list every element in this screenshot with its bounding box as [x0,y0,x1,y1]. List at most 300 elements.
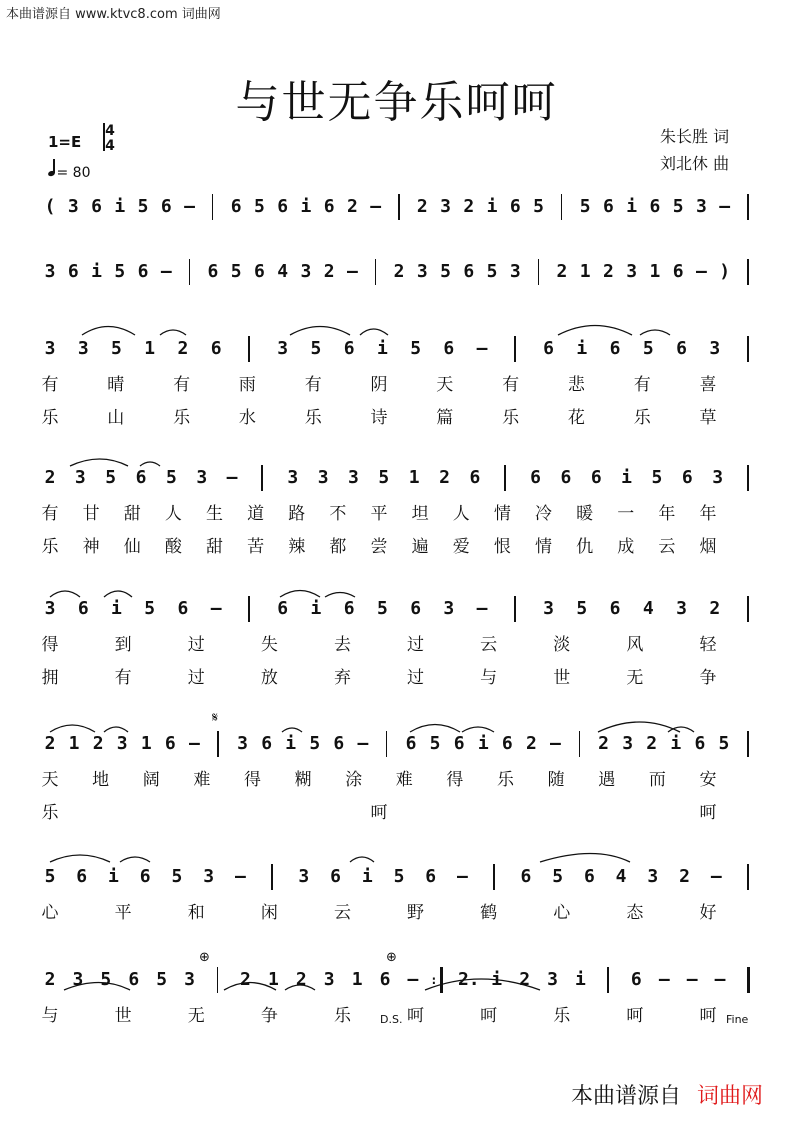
barline [248,596,250,622]
lyric-char: 而 [648,770,666,790]
note: 6 [137,261,149,282]
lyric-char: 生 [206,504,223,524]
note: 4 [277,261,289,282]
credits [660,123,729,177]
note: 6 [501,733,513,754]
note: 3 [300,261,312,282]
note: 3 [44,598,56,619]
lyric-char: 有 [633,375,651,395]
barline [514,336,516,362]
note: 5 [533,196,545,217]
lyric-char: 争 [260,1006,278,1026]
note: 6 [583,866,595,887]
lyric-char: 尝 [370,537,388,557]
fine-mark: Fine [726,1013,749,1026]
lyric-char: 辣 [288,537,306,557]
lyric-char: 过 [407,635,425,655]
note: 6 [261,733,273,754]
lyric-char: 水 [238,408,256,428]
note: 3 [348,467,359,488]
lyric-char: 年 [699,504,717,524]
lyric-char: 坦 [411,504,429,524]
note: 2 [347,196,358,217]
note: 6 [560,467,572,488]
lyric-char: 乐 [304,408,322,428]
lyric-line [0,532,793,556]
note: 3 [647,866,659,887]
lyric-char: 呵 [699,803,717,823]
note: 3 [416,261,428,282]
note: 3 [196,467,208,488]
note: 3 [237,733,248,754]
lyric-char: 甜 [123,504,141,524]
lyric-char: 得 [446,770,464,790]
note: 6 [343,338,355,359]
note: ( [44,196,56,217]
note: 2 [679,866,690,887]
lyric-char: 有 [41,375,59,395]
note: 3 [72,969,84,990]
barline [747,864,749,890]
lyric-char: 随 [547,770,565,790]
note: 6 [672,261,684,282]
note: 6 [253,261,265,282]
note: 5 [393,866,405,887]
lyric-char: 呵 [626,1006,644,1026]
lyric-char: 乐 [633,408,651,428]
note: 5 [137,196,149,217]
note: – [370,196,382,217]
lyric-char: 安 [699,770,717,790]
note: 3 [44,338,56,359]
note: 2 [519,969,531,990]
note: 5 [310,338,322,359]
note: 6 [463,261,475,282]
note: 3 [440,196,451,217]
lyric-char: 得 [41,635,59,655]
lyric-char: 难 [193,770,211,790]
note: i [114,196,126,217]
composer: 刘北休 曲 [660,154,730,173]
barline [747,259,749,285]
note: – [696,261,707,282]
note: 1 [68,733,80,754]
lyric-char: 和 [187,903,205,923]
lyric-char: 轻 [699,635,717,655]
lyric-char: 地 [92,770,110,790]
footer-site: 词曲网 [696,1084,763,1109]
note: 5 [672,196,684,217]
lyric-char: 阔 [142,770,160,790]
note: 6 [443,338,455,359]
lyric-char: 难 [395,770,413,790]
tempo-mark [48,163,91,181]
note: – [457,866,468,887]
note: 3 [74,467,86,488]
lyric-char: 涂 [345,770,363,790]
note: 6 [210,338,222,359]
lyric-line [0,663,793,687]
note: 5 [144,598,156,619]
lyric-char: 无 [626,668,644,688]
lyric-char: 云 [658,537,676,557]
note: i [575,969,586,990]
time-bottom: 4 [105,138,115,154]
note: 6 [139,866,151,887]
lyric-char: 去 [333,635,351,655]
note: i [111,598,122,619]
note: 3 [184,969,196,990]
note: 2 [393,261,405,282]
note: 6 [76,866,88,887]
note: 5 [378,467,390,488]
note: 6 [330,866,341,887]
note: 3 [317,467,329,488]
note: 3 [709,338,721,359]
note: 2 [598,733,609,754]
note: 3 [622,733,634,754]
barline [747,465,749,491]
barline [375,259,377,285]
note: 1 [144,338,156,359]
note: – [407,969,419,990]
note: – [210,598,222,619]
note: 6 [509,196,521,217]
score-line [0,196,793,236]
note: 4 [615,866,627,887]
lyric-char: 世 [553,668,571,688]
note: 5 [100,969,112,990]
note: 5 [376,598,388,619]
note: i [477,733,489,754]
barline [747,596,749,622]
note: 6 [230,196,242,217]
tempo-value: = 80 [56,165,91,181]
note: 5 [576,598,588,619]
lyric-char: 云 [480,635,498,655]
lyric-char: 世 [114,1006,132,1026]
lyric-char: 到 [114,635,132,655]
lyric-char: 恨 [493,537,511,557]
lyric-char: 平 [370,504,388,524]
note: 6 [128,969,140,990]
lyric-char: 人 [164,504,182,524]
lyric-char: 风 [626,635,644,655]
note: 6 [590,467,602,488]
note: i [626,196,638,217]
note: 5 [410,338,422,359]
note: ) [719,261,731,282]
note: 6 [425,866,437,887]
source-line: 本曲谱源自 www.ktvc8.com 词曲网 [6,7,221,22]
lyric-char: 篇 [436,408,454,428]
lyric-char: 心 [41,903,59,923]
note: – [188,733,200,754]
note: – [550,733,561,754]
note: 5 [579,196,591,217]
lyric-char: 有 [41,504,59,524]
note: 5 [111,338,122,359]
barline [212,194,214,220]
lyric-char: 好 [699,903,717,923]
lyric-char: 拥 [41,668,59,688]
note: 6 [207,261,219,282]
lyric-char: 仇 [576,537,594,557]
note: 5 [486,261,498,282]
lyric-char: 有 [304,375,322,395]
lyric-char: 鹤 [480,903,498,923]
note: 5 [105,467,117,488]
barline [217,967,219,993]
lyric-char: 有 [502,375,520,395]
note: i [310,598,322,619]
note: 5 [309,733,321,754]
note: – [710,866,722,887]
lyric-line [0,403,793,427]
note: 2 [646,733,658,754]
time-top: 4 [105,123,115,139]
note: 3 [323,969,335,990]
lyric-char: 暖 [576,504,594,524]
barline [189,259,191,285]
note: 6 [469,467,481,488]
note: i [486,196,498,217]
lyric-char: 遍 [411,537,429,557]
note: 2 [295,969,307,990]
lyric-line [0,898,793,922]
note: 6 [164,733,176,754]
note: 6 [77,598,89,619]
note: 6 [91,196,102,217]
lyric-line [0,370,793,394]
note: 6 [343,598,355,619]
note: 5 [651,467,663,488]
note: 3 [509,261,521,282]
note: 5 [44,866,56,887]
lyric-char: 过 [187,635,205,655]
barline [514,596,516,622]
lyric-char: 有 [114,668,132,688]
note: – [184,196,196,217]
note: i [576,338,588,359]
note: 5 [440,261,451,282]
ds-mark: D.S. [380,1013,403,1026]
lyric-char: 呵 [407,1006,425,1026]
lyric-char: 弃 [333,668,351,688]
barline [538,259,540,285]
lyric-char: 平 [114,903,132,923]
barline [579,731,581,757]
lyric-char: 呵 [699,1006,717,1026]
note: 2 [323,261,335,282]
lyric-line [0,630,793,654]
lyric-char: 呵 [480,1006,498,1026]
note: 6 [410,598,422,619]
note: i [361,866,373,887]
note: 6 [676,338,687,359]
lyric-char: 乐 [173,408,191,428]
note: 6 [602,196,614,217]
barline [747,336,749,362]
lyric-char: 乐 [41,803,59,823]
note: 6 [405,733,417,754]
lyric-char: 山 [107,408,125,428]
note: 2 [556,261,568,282]
lyric-char: 有 [173,375,191,395]
note: 2 [44,969,56,990]
note: 6 [323,196,335,217]
barline [747,194,749,220]
note: 3 [443,598,455,619]
lyric-char: 云 [333,903,351,923]
coda-icon: ⊕ [386,950,397,965]
note: 4 [642,598,654,619]
note: 6 [681,467,693,488]
lyric-char: 遇 [598,770,616,790]
lyric-char: 阴 [370,375,388,395]
footer-brand [571,1079,763,1110]
page-title: 与世无争乐呵呵 [235,77,558,128]
note: 2 [602,261,614,282]
note: 3 [203,866,215,887]
barline [440,967,443,993]
lyric-line [0,798,793,822]
note: 1 [267,969,279,990]
note: 2 [92,733,104,754]
note: 3 [547,969,558,990]
lyricist: 朱长胜 词 [660,127,730,146]
lyric-char: 放 [260,668,278,688]
barline [271,864,273,890]
note: 6 [333,733,345,754]
note: – [347,261,358,282]
note: 6 [694,733,706,754]
lyric-char: 一 [617,504,635,524]
note: 5 [552,866,564,887]
note: 2 [439,467,450,488]
barline [504,465,506,491]
lyric-char: 心 [553,903,571,923]
segno-icon: 𝄋 [212,710,219,726]
lyric-char: 草 [699,408,717,428]
note: 6 [177,598,189,619]
lyric-char: 与 [41,1006,59,1026]
lyric-line [0,499,793,523]
note: 3 [116,733,128,754]
note: – [658,969,670,990]
note: 2 [525,733,537,754]
repeat-dots: : [430,973,438,987]
lyric-char: 乐 [333,1006,351,1026]
note: 6 [277,598,289,619]
note: 5 [114,261,126,282]
lyric-char: 不 [329,504,347,524]
note: 3 [44,261,56,282]
footer-brand-text: 本曲谱源自 [570,1084,681,1109]
lyric-char: 爱 [452,537,470,557]
note: i [300,196,312,217]
lyric-char: 争 [699,668,717,688]
lyric-char: 神 [82,537,100,557]
note: 2 [463,196,475,217]
barline [493,864,495,890]
lyric-char: 雨 [238,375,256,395]
note: 2 [709,598,721,619]
lyric-char: 得 [243,770,261,790]
lyric-char: 情 [493,504,511,524]
lyric-char: 天 [41,770,59,790]
note: i [491,969,503,990]
note: 5 [718,733,730,754]
lyric-char: 野 [407,903,425,923]
note: 6 [135,467,147,488]
lyric-char: 成 [617,537,635,557]
note: i [376,338,388,359]
note: 3 [298,866,310,887]
key-signature: 1=E [48,133,82,151]
lyric-char: 乐 [502,408,520,428]
note: 2 [44,733,56,754]
lyric-char: 道 [247,504,265,524]
lyric-char: 闲 [260,903,278,923]
lyric-char: 无 [187,1006,205,1026]
lyric-char: 乐 [497,770,515,790]
note: 6 [630,969,642,990]
lyric-char: 苦 [247,537,265,557]
note: 3 [77,338,89,359]
note: 5 [253,196,265,217]
note: i [285,733,297,754]
lyric-char: 态 [626,903,644,923]
note: 6 [609,338,621,359]
note: 5 [230,261,242,282]
lyric-char: 过 [407,668,425,688]
lyric-char: 乐 [41,408,59,428]
lyric-char: 人 [452,504,470,524]
note: 3 [712,467,724,488]
note: – [226,467,238,488]
note: – [160,261,172,282]
note: 1 [351,969,363,990]
note: 2 [416,196,428,217]
note: 5 [156,969,168,990]
lyric-char: 烟 [699,537,717,557]
note: 6 [379,969,391,990]
note: – [686,969,698,990]
barline [607,967,609,993]
barline [261,465,263,491]
note: – [714,969,726,990]
note: 5 [171,866,183,887]
lyric-char: 年 [658,504,676,524]
lyric-char: 与 [480,668,498,688]
note: 3 [543,598,554,619]
note: 1 [579,261,591,282]
note: – [476,598,488,619]
note: 6 [67,261,79,282]
lyric-char: 呵 [370,803,388,823]
lyric-char: 情 [535,537,552,557]
lyric-char: 甘 [82,504,100,524]
note: 6 [160,196,172,217]
time-signature [103,124,117,154]
note: 2 [177,338,189,359]
lyric-char: 晴 [107,375,125,395]
score-line [0,261,793,301]
lyric-char: 诗 [370,408,388,428]
note: 1 [408,467,420,488]
lyric-char: 乐 [553,1006,571,1026]
